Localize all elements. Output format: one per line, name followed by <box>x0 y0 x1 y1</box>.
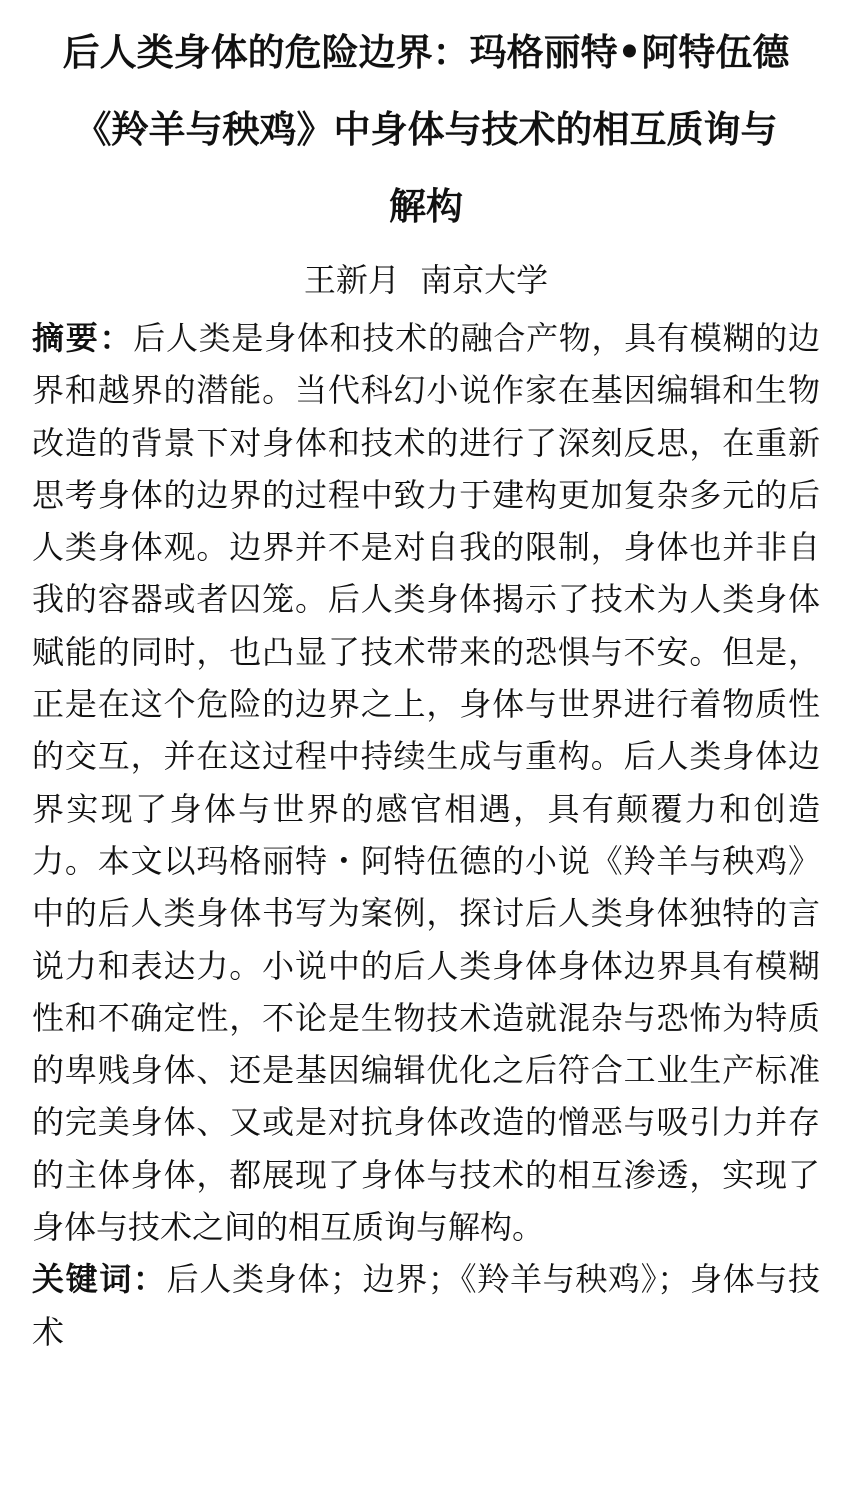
keywords-label: 关键词： <box>32 1260 167 1299</box>
title-line-1: 后人类身体的危险边界：玛格丽特•阿特伍德 <box>62 31 790 74</box>
title-line-3: 解构 <box>389 185 463 228</box>
keywords <box>32 1253 820 1358</box>
author-affiliation: 王新月 南京大学 <box>303 261 549 299</box>
title-line-2: 《羚羊与秧鸡》中身体与技术的相互质询与 <box>74 108 778 151</box>
keywords-text: 后人类身体；边界；《羚羊与秧鸡》；身体与技术 <box>32 1260 820 1351</box>
abstract-text: 后人类是身体和技术的融合产物，具有模糊的边界和越界的潜能。当代科幻小说作家在基因编辑和生物改造的背景下对身体和技术的进行了深刻反思，在重新思考身体的边界的过程中致力于建构更加复杂多元的后人类身体观。边界并不是对自我的限制，身体也并非自我的容器或者囚笼。后人类身体揭示了技术为人类身体赋能的同时，也凸显了技术带来的恐惧与不安。但是，正是在这个危险的边界之上，身体与世界进行着物质性的交互，并在这过程中持续生成与重构。后人类身体边界实现了身体与世界的感官相遇，具有颠覆力和创造力。本文以玛格丽特・阿特伍德的小说《羚羊与秧鸡》中的后人类身体书写为案例，探讨后人类身体独特的言说力和表达力。小说中的后人类身体身体边界具有模糊性和不确定性，不论是生物技术造就混杂与恐怖为特质的卑贱身体、还是基因编辑优化之后符合工业生产标准的完美身体、又或是对抗身体改造的憎恶与吸引力并存的主体身体，都展现了身体与技术的相互渗透，实现了身体与技术之间的相互质询与解构。 <box>32 319 820 1247</box>
abstract <box>32 312 820 1253</box>
paper-title <box>32 14 820 245</box>
abstract-label: 摘要： <box>32 319 134 357</box>
